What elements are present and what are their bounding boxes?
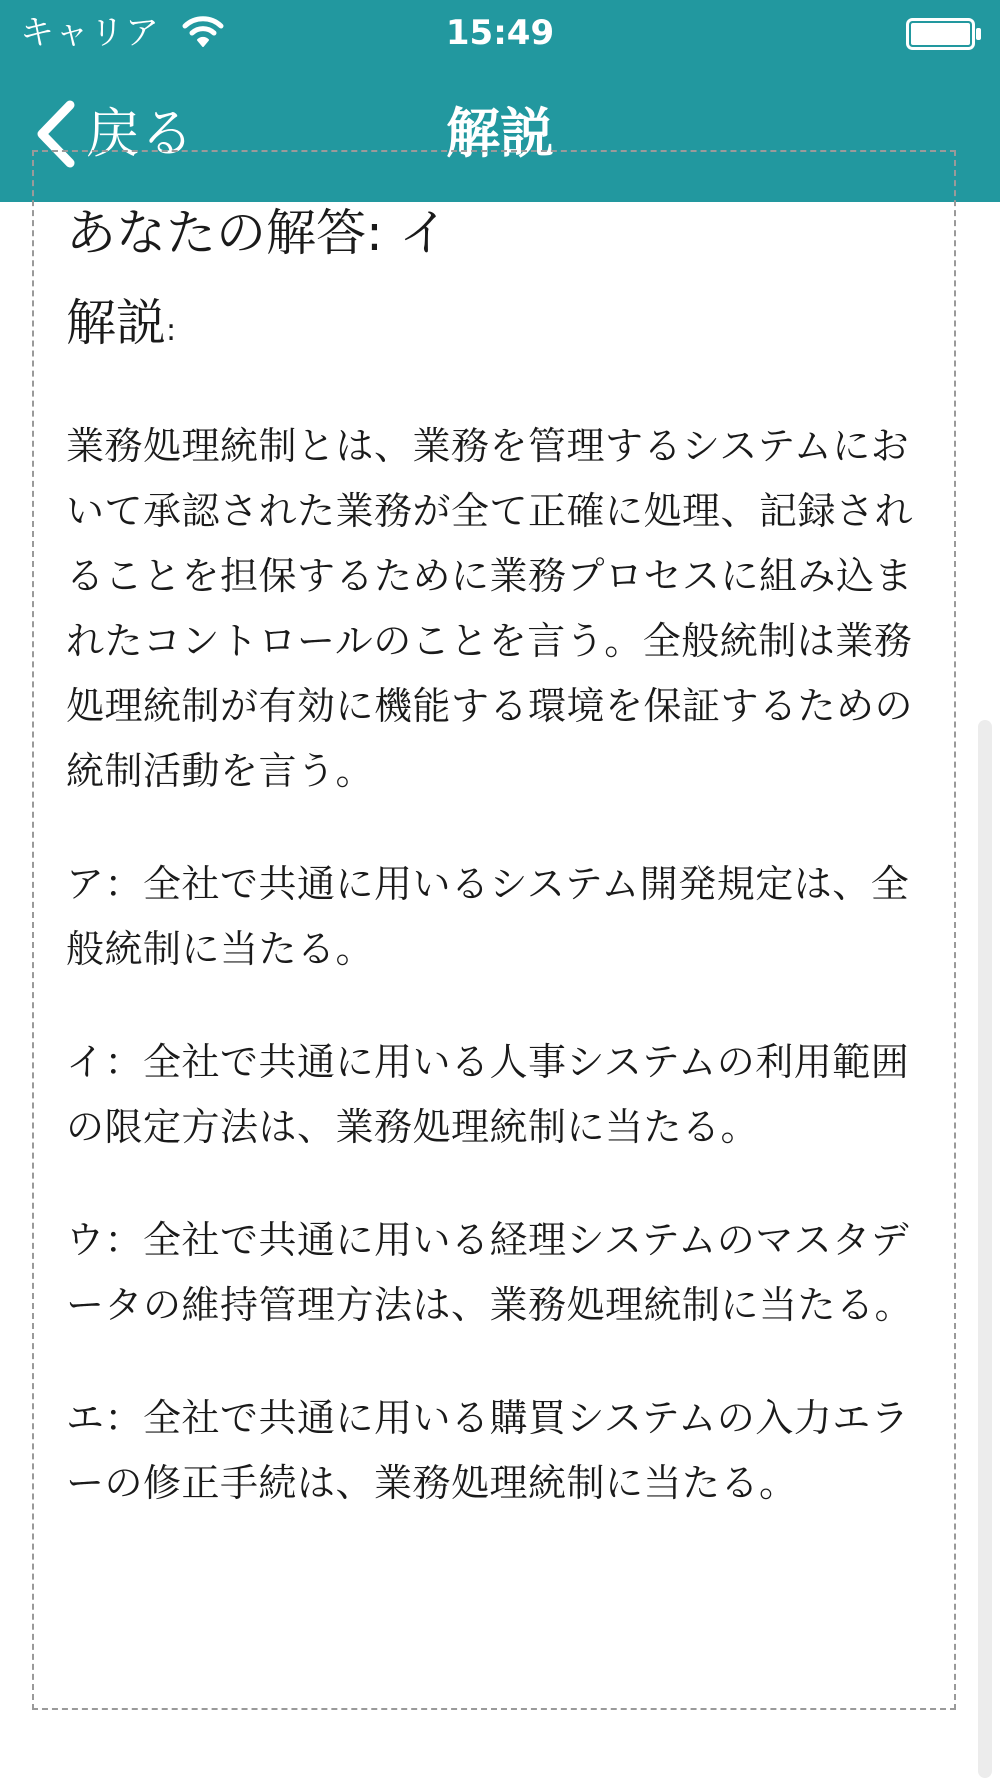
explanation-paragraph: 業務処理統制とは、業務を管理するシステムにおいて承認された業務が全て正確に処理、記録されることを担保するために業務プロセスに組み込まれたコントロールのことを言う。全般統制は業務処理統制が有効に機能する環境を保証するための統制活動を言う。 bbox=[66, 424, 914, 793]
carrier-label: キャリア bbox=[20, 13, 160, 53]
explanation-heading bbox=[66, 288, 936, 366]
scrollbar[interactable] bbox=[978, 720, 992, 1778]
back-label: 戻る bbox=[86, 102, 194, 165]
page-title: 解説 bbox=[446, 102, 554, 165]
option-u-explanation: ウ：全社で共通に用いる経理システムのマスタデータの維持管理方法は、業務処理統制に当たる。 bbox=[66, 1218, 914, 1327]
explanation-heading-colon: : bbox=[166, 313, 177, 348]
your-answer-label: あなたの解答 bbox=[66, 204, 366, 262]
explanation-body bbox=[66, 414, 936, 1516]
your-answer-separator: : bbox=[366, 204, 399, 262]
explanation-heading-label: 解説 bbox=[66, 294, 166, 352]
option-i-explanation: イ：全社で共通に用いる人事システムの利用範囲の限定方法は、業務処理統制に当たる。 bbox=[66, 1040, 910, 1149]
status-bar bbox=[0, 0, 1000, 66]
your-answer-value: イ bbox=[398, 204, 449, 262]
option-e-explanation: エ：全社で共通に用いる購買システムの入力エラーの修正手続は、業務処理統制に当たる。 bbox=[66, 1396, 910, 1505]
status-time: 15:49 bbox=[445, 13, 555, 53]
your-answer bbox=[66, 198, 936, 268]
battery-icon bbox=[906, 18, 982, 50]
option-a-explanation: ア：全社で共通に用いるシステム開発規定は、全般統制に当たる。 bbox=[66, 862, 910, 971]
explanation-content bbox=[66, 198, 936, 1516]
